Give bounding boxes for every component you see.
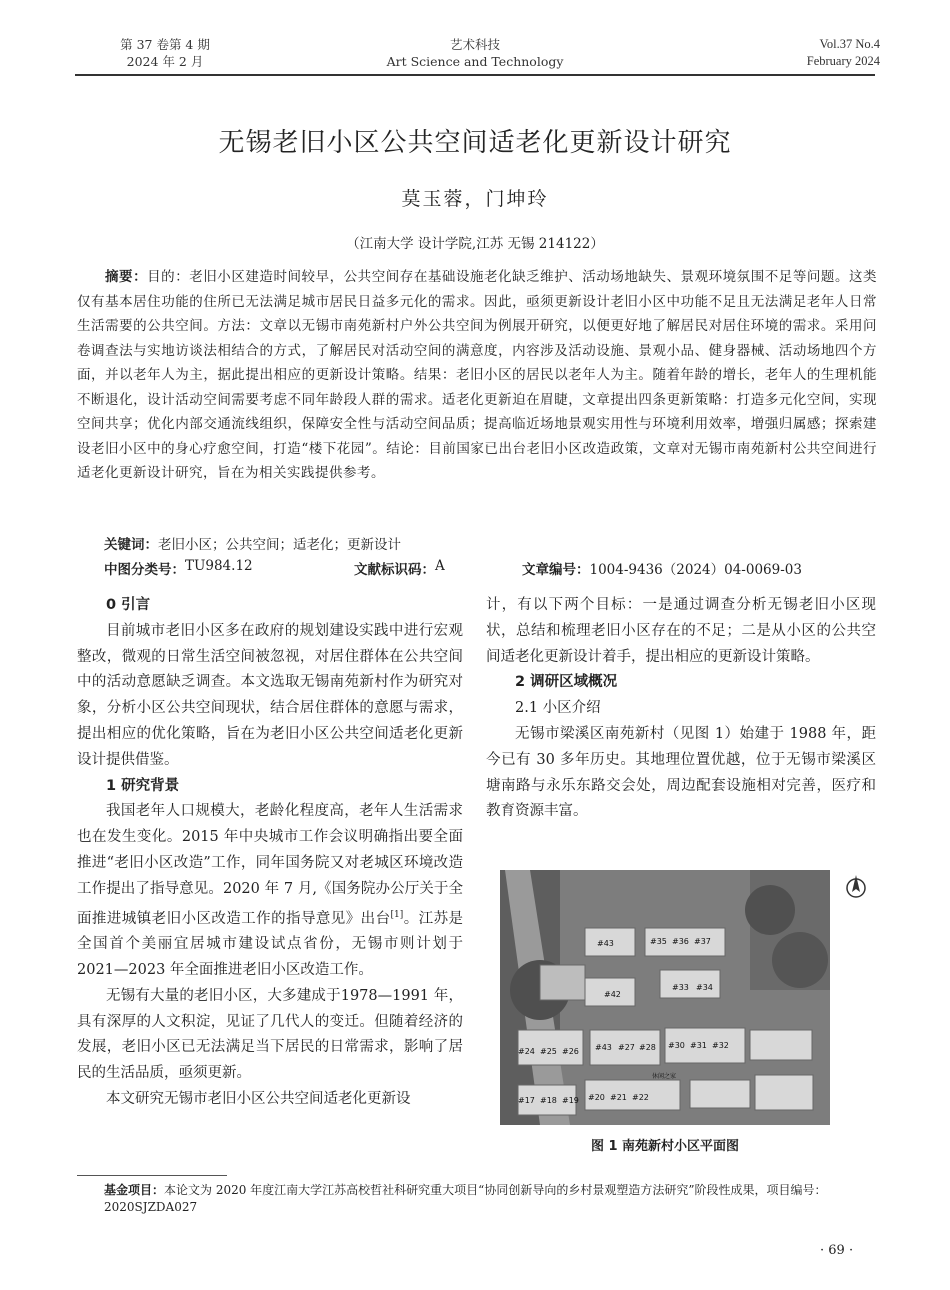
map-label: #21: [610, 1093, 627, 1102]
left-column: [77, 593, 463, 1113]
map-label: #20: [588, 1093, 605, 1102]
map-label: #22: [632, 1093, 649, 1102]
map-label: #25: [540, 1047, 557, 1056]
abstract-text: 目的：老旧小区建造时间较早，公共空间存在基础设施老化缺乏维护、活动场地缺失、景观环境氛围不足等问题。这类仅有基本居住功能的住所已无法满足城市居民日益多元化的需求。因此，亟须更新设计老旧小区中功能不足且无法满足老年人日常生活需要的公共空间。方法：文章以无锡市南苑新村户外公共空间为例展开研究，以便更好地了解居民对居住环境的需求。采用问卷调查法与实地访谈法相结合的方式，了解居民对活动空间的满意度，内容涉及活动设施、景观小品、健身器械、活动场地四个方面，并以老年人为主，据此提出相应的更新设计策略。结果：老旧小区的居民以老年人为主。随着年龄的增长，老年人的生理机能不断退化，设计活动空间需要考虑不同年龄段人群的需求。适老化更新迫在眉睫，文章提出四条更新策略：打造多元化空间，实现空间共享；优化内部交通流线组织，保障安全性与活动空间品质；提高临近场地景观实用性与环境利用效率，增强归属感；探索建设老旧小区中的身心疗愈空间，打造“楼下花园”。结论：目前国家已出台老旧小区改造政策，文章对无锡市南苑新村公共空间进行适老化更新设计研究，旨在为相关实践提供参考。: [77, 269, 878, 481]
affiliation: （江南大学 设计学院,江苏 无锡 214122）: [346, 236, 604, 252]
keywords-label: 关键词：: [104, 537, 158, 553]
map-label: #43: [595, 1043, 612, 1052]
map-label: #24: [518, 1047, 535, 1056]
map-label: #30: [668, 1041, 685, 1050]
footnote-label: 基金项目：: [104, 1183, 165, 1197]
paragraph: [77, 799, 463, 983]
journal-name-en: Art Science and Technology: [386, 54, 564, 69]
paragraph: 无锡市梁溪区南苑新村（见图 1）始建于 1988 年，距今已有 30 多年历史。其地理位置优越，位于无锡市梁溪区塘南路与永乐东路交会处，周边配套设施相对完善，医疗和教育资源丰富。: [486, 725, 876, 820]
map-label: #34: [696, 983, 713, 992]
map-label: #27: [618, 1043, 635, 1052]
clc-label: 中图分类号：: [104, 562, 185, 578]
map-label: #19: [562, 1096, 579, 1105]
subsection-heading: 2.1 小区介绍: [515, 700, 601, 717]
paragraph-part: 。江苏是全国首个美丽宜居城市建设试点省份，无锡市则计划于 2021—2023 年全面推进老旧小区改造工作。: [77, 910, 464, 978]
keywords: [104, 533, 401, 553]
paragraph-part: 我国老年人口规模大，老龄化程度高，老年人生活需求也在发生变化。2015 年中央城市工作会议明确指出要全面推进“老旧小区改造”工作，同年国务院又对老城区环境改造工作提出了指导意见。2020 年 7 月,《国务院办公厅关于全面推进城镇老旧小区改造工作的指导意见》出台: [77, 803, 463, 927]
map-label: #18: [540, 1096, 557, 1105]
map-label: 休闲之家: [652, 1073, 677, 1080]
figure-caption: 图 1 南苑新村小区平面图: [590, 1139, 740, 1154]
abstract: [77, 265, 877, 486]
section-heading-survey: 2 调研区域概况: [515, 674, 618, 691]
paragraph: 无锡有大量的老旧小区，大多建成于1978—1991 年，具有深厚的人文积淀，见证了几代人的变迁。但随着经济的发展，老旧小区已无法满足当下居民的日常需求，影响了居民的生活品质，亟须更新。: [77, 987, 463, 1082]
doc-label: 文献标识码：: [354, 562, 435, 578]
map-label: #17: [518, 1096, 535, 1105]
journal-name-cn: 艺术科技: [449, 37, 500, 52]
map-label: #42: [604, 990, 621, 999]
journal-issue-en: [740, 36, 880, 70]
map-label: #33: [672, 983, 689, 992]
section-heading-background: 1 研究背景: [106, 777, 180, 794]
site-plan-image: [500, 870, 830, 1125]
map-label: #26: [562, 1047, 579, 1056]
journal-name: [375, 36, 575, 70]
map-label: #31: [690, 1041, 707, 1050]
map-label: #28: [639, 1043, 656, 1052]
citation[interactable]: [1]: [390, 909, 404, 920]
page-number: · 69 ·: [820, 1243, 854, 1258]
clc-code: [104, 558, 253, 578]
volume-en: Vol.37 No.4: [819, 37, 880, 51]
map-label: #43: [597, 939, 614, 948]
abstract-label: 摘要：: [105, 269, 148, 285]
article-label: 文章编号：: [522, 562, 590, 578]
map-label: #32: [712, 1041, 729, 1050]
paper-title: 无锡老旧小区公共空间适老化更新设计研究: [218, 128, 732, 158]
doc-value: A: [435, 558, 445, 574]
right-column: [486, 593, 876, 825]
journal-issue: [110, 36, 220, 70]
article-number: [522, 558, 802, 578]
footnote-divider: [77, 1175, 227, 1176]
authors: 莫玉蓉，门坤玲: [401, 188, 549, 210]
issue-date: 2024 年 2 月: [126, 54, 204, 69]
article-value: 1004-9436（2024）04-0069-03: [589, 562, 802, 578]
section-heading-intro: 0 引言: [106, 597, 151, 613]
doc-code: [354, 558, 445, 578]
paragraph: 目前城市老旧小区多在政府的规划建设实践中进行宏观整改，微观的日常生活空间被忽视，对居住群体在公共空间中的活动意愿缺乏调查。本文选取无锡南苑新村作为研究对象，分析小区公共空间现状，结合居住群体的意愿与需求，提出相应的优化策略，旨在为老旧小区公共空间适老化更新设计提供借鉴。: [77, 622, 463, 768]
paragraph: 本文研究无锡市老旧小区公共空间适老化更新设: [106, 1090, 411, 1107]
issue-volume: 第 37 卷第 4 期: [120, 37, 210, 52]
paragraph: 计，有以下两个目标：一是通过调查分析无锡老旧小区现状，总结和梳理老旧小区存在的不足；二是从小区的公共空间适老化更新设计着手，提出相应的更新设计策略。: [486, 597, 876, 665]
map-label: #37: [694, 937, 711, 946]
date-en: February 2024: [806, 54, 880, 68]
clc-value: TU984.12: [185, 558, 253, 574]
keywords-text: 老旧小区；公共空间；适老化；更新设计: [158, 537, 401, 553]
north-arrow-icon: [845, 872, 867, 900]
footnote: [104, 1182, 884, 1216]
map-label: #36: [672, 937, 689, 946]
aerial-map: [500, 870, 830, 1125]
footnote-text: 本论文为 2020 年度江南大学江苏高校哲社科研究重大项目“协同创新导向的乡村景观塑造方法研究”阶段性成果，项目编号：2020SJZDA027: [104, 1183, 827, 1214]
map-label: #35: [650, 937, 667, 946]
header-divider: [75, 74, 875, 76]
